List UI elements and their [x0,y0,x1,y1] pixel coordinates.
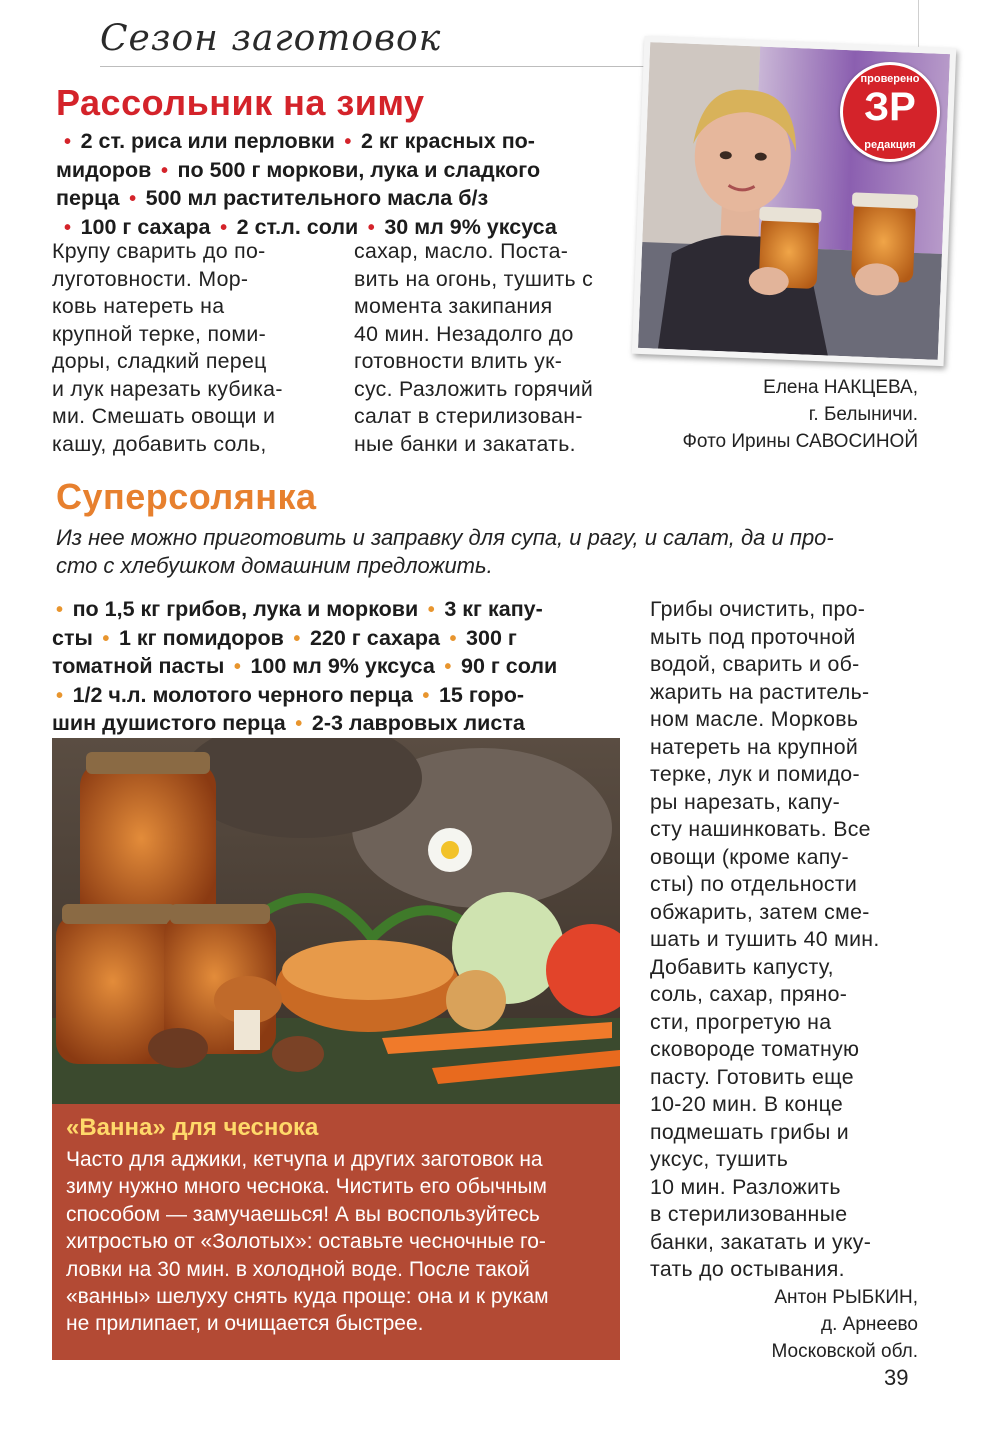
ingredient: 2 ст.л. соли [236,214,359,239]
section-label: Сезон заготовок [100,18,442,59]
text-line: сту нашинковать. Все [650,817,871,841]
text-line: сты) по отдельности [650,872,858,896]
author-place: г. Белыничи. [808,404,918,425]
bullet-icon: • [338,131,357,153]
text-line: терке, лук и помидо- [650,762,860,786]
ingredient-line [52,625,642,654]
recipe2-method [650,596,940,1284]
text-line: Грибы очистить, про- [650,597,866,621]
ingredient-line [52,682,642,711]
bullet-icon: • [438,656,457,678]
text-line: вить на огонь, тушить с [354,266,594,291]
bullet-icon: • [443,627,463,650]
ingredient: 100 г сахара [80,214,211,239]
recipe2-credit [600,1284,918,1365]
text-line: тать до остывания. [650,1257,845,1281]
page-edge-rule [918,0,919,52]
text-line: пасту. Готовить еще [650,1064,854,1089]
tip-line: Часто для аджики, кетчупа и других заготовок на [66,1148,543,1171]
ingredient: 1 кг помидоров [118,625,284,650]
ingredient: по 500 г моркови, лука и сладкого [177,157,541,182]
text-line: ры нарезать, капу- [650,789,841,814]
page-number: 39 [884,1365,909,1390]
ingredient: 220 г сахара [309,625,440,650]
text-line: в стерилизованные [650,1202,848,1226]
tip-text [66,1146,611,1338]
ingredient: перца [56,186,120,210]
text-line: сти, прогретую на [650,1009,832,1034]
photo-credit: Фото Ирины САВОСИНОЙ [682,431,918,452]
text-line: сковороде томатную [650,1037,860,1061]
text-line: подмешать грибы и [650,1119,849,1144]
verified-badge [840,62,940,162]
text-line: момента закипания [354,294,553,318]
recipe1-method-col1 [52,238,342,458]
badge-top-text: проверено [860,73,920,85]
badge-bottom-text: редакция [864,139,916,151]
text-line: доры, сладкий перец [52,349,267,373]
text-line: ковь натереть на [52,294,225,318]
text-line: жарить на раститель- [650,679,870,704]
food-photo-image [52,738,620,1104]
ingredient-line [56,128,626,157]
ingredient: шин душистого перца [52,711,286,735]
bullet-icon: • [362,216,381,239]
intro-line: сто с хлебушком домашним предложить. [56,553,493,578]
text-line: луготовности. Мор- [52,266,249,291]
tip-title: «Ванна» для чеснока [66,1114,319,1141]
ingredient: 15 горо- [438,682,525,707]
bullet-icon: • [228,656,247,678]
ingredient: 2 кг красных по- [360,129,535,153]
text-line: обжарить, затем сме- [650,899,870,924]
author-name: Антон РЫБКИН, [774,1287,918,1308]
text-line: сахар, масло. Поста- [354,239,569,263]
text-line: 10 мин. Разложить [650,1174,841,1199]
tip-line: ловки на 30 мин. в холодной воде. После такой [66,1257,530,1281]
ingredient: 300 г [466,625,517,650]
ingredient: 1/2 ч.л. молотого черного перца [72,682,413,707]
ingredient-line [52,596,642,625]
text-line: овощи (кроме капу- [650,844,849,869]
tip-box [52,1104,620,1360]
ingredient: 500 мл растительного масла б/з [145,186,489,210]
recipe1-credit [600,374,918,455]
ingredient: сты [52,625,93,650]
text-line: 40 мин. Незадолго до [354,321,574,346]
text-line: ном масле. Морковь [650,707,859,731]
text-line: Крупу сварить до по- [52,239,266,263]
text-line: уксус, тушить [650,1147,789,1171]
recipe1-ingredients [56,128,626,242]
intro-line: Из нее можно приготовить и заправку для супа, и рагу, и салат, да и про- [56,525,834,550]
ingredient: по 1,5 кг грибов, лука и моркови [72,597,419,621]
tip-line: «ванны» шелуху снять куда проще: она и к рукам [66,1285,549,1309]
ingredient: мидоров [56,157,152,182]
bullet-icon: • [96,627,115,650]
ingredient-line [52,653,642,682]
ingredient-line [56,157,626,186]
ingredient: 2 ст. риса или перловки [80,129,335,153]
tip-line: зиму нужно много чеснока. Чистить его обычным [66,1175,547,1199]
bullet-icon: • [64,131,77,153]
ingredient: 2-3 лавровых листа [311,711,525,735]
recipe1-title: Рассольник на зиму [56,82,425,123]
text-line: сус. Разложить горячий [354,376,594,401]
text-line: водой, сварить и об- [650,652,860,676]
tip-line: хитростью от «Золотых»: оставьте чесночные го- [66,1230,546,1254]
text-line: ми. Смешать овощи и [52,404,276,428]
food-photo [52,738,620,1104]
bullet-icon: • [416,684,435,707]
text-line: 10-20 мин. В конце [650,1092,844,1116]
text-line: натереть на крупной [650,734,859,759]
badge-logo-text: ЗР [864,85,916,129]
ingredient-line [52,710,642,739]
text-line: банки, закатать и уку- [650,1229,872,1254]
recipe2-intro [56,524,926,580]
text-line: ные банки и закатать. [354,431,576,456]
bullet-icon: • [289,713,308,735]
bullet-icon: • [56,599,69,621]
recipe1-method-col2 [354,238,634,458]
bullet-icon: • [123,188,142,210]
bullet-icon: • [214,216,233,239]
text-line: шать и тушить 40 мин. [650,927,880,951]
ingredient: 100 мл 9% уксуса [250,654,435,678]
bullet-icon: • [287,627,306,650]
text-line: мыть под проточной [650,624,856,649]
text-line: соль, сахар, пряно- [650,982,848,1006]
tip-line: не прилипает, и очищается быстрее. [66,1312,424,1336]
text-line: кашу, добавить соль, [52,431,267,456]
recipe2-ingredients [52,596,642,739]
ingredient: 90 г соли [460,654,558,678]
author-name: Елена НАКЦЕВА, [763,377,918,398]
author-region: Московской обл. [771,1341,918,1362]
text-line: крупной терке, поми- [52,321,266,346]
bullet-icon: • [422,599,441,621]
bullet-icon: • [56,684,69,707]
text-line: Добавить капусту, [650,954,834,979]
ingredient-line [56,185,626,214]
bullet-icon: • [64,216,77,239]
ingredient: томатной пасты [52,654,225,678]
bullet-icon: • [155,159,174,182]
tip-line: способом — замучаешься! А вы воспользуйтесь [66,1202,540,1226]
ingredient: 3 кг капу- [444,597,543,621]
ingredient: 30 мл 9% уксуса [384,214,557,239]
text-line: и лук нарезать кубика- [52,376,283,401]
text-line: готовности влить ук- [354,349,563,373]
text-line: салат в стерилизован- [354,404,583,428]
recipe2-title: Суперсолянка [56,476,317,517]
header-rule [100,66,645,67]
author-place: д. Арнеево [821,1314,918,1335]
